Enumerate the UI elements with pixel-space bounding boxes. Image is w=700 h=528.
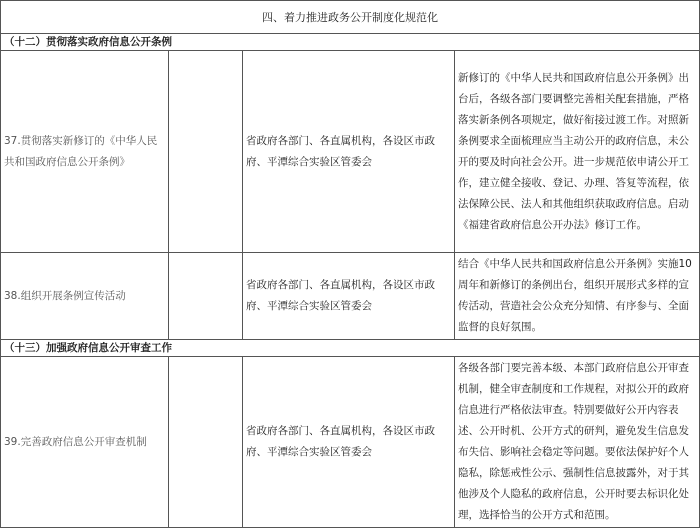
task-cell: 39.完善政府信息公开审查机制	[1, 357, 169, 528]
section-heading: （十二）贯彻落实政府信息公开条例	[1, 34, 700, 51]
task-cell: 37.贯彻落实新修订的《中华人民共和国政府信息公开条例》	[1, 51, 169, 253]
responsible-units-cell: 省政府各部门、各直属机构，各设区市政府、平潭综合实验区管委会	[243, 51, 455, 253]
empty-cell	[169, 253, 243, 340]
section-row	[1, 340, 700, 357]
table-row	[1, 357, 700, 528]
title-row	[1, 1, 700, 34]
table-title: 四、着力推进政务公开制度化规范化	[1, 1, 700, 34]
detail-cell: 新修订的《中华人民共和国政府信息公开条例》出台后，各级各部门要调整完善相关配套措施，严格落实新条例各项规定，做好衔接过渡工作。对照新条例要求全面梳理应当主动公开的政府信息，未公开的要及时向社会公开。进一步规范依申请公开工作，建立健全接收、登记、办理、答复等流程，依法保障公民、法人和其他组织获取政府信息。启动《福建省政府信息公开办法》修订工作。	[455, 51, 700, 253]
task-cell: 38.组织开展条例宣传活动	[1, 253, 169, 340]
section-heading: （十三）加强政府信息公开审查工作	[1, 340, 700, 357]
detail-cell: 结合《中华人民共和国政府信息公开条例》实施10周年和新修订的条例出台，组织开展形式多样的宣传活动，营造社会公众充分知情、有序参与、全面监督的良好氛围。	[455, 253, 700, 340]
detail-cell: 各级各部门要完善本级、本部门政府信息公开审查机制，健全审查制度和工作规程，对拟公开的政府信息进行严格依法审查。特别要做好公开内容表述、公开时机、公开方式的研判，避免发生信息发布失信、影响社会稳定等问题。要依法保护好个人隐私，除惩戒性公示、强制性信息披露外，对于其他涉及个人隐私的政府信息，公开时要去标识化处理，选择恰当的公开方式和范围。	[455, 357, 700, 528]
responsible-units-cell: 省政府各部门、各直属机构，各设区市政府、平潭综合实验区管委会	[243, 357, 455, 528]
table-row	[1, 51, 700, 253]
empty-cell	[169, 51, 243, 253]
empty-cell	[169, 357, 243, 528]
section-row	[1, 34, 700, 51]
table-row	[1, 253, 700, 340]
responsible-units-cell: 省政府各部门、各直属机构，各设区市政府、平潭综合实验区管委会	[243, 253, 455, 340]
